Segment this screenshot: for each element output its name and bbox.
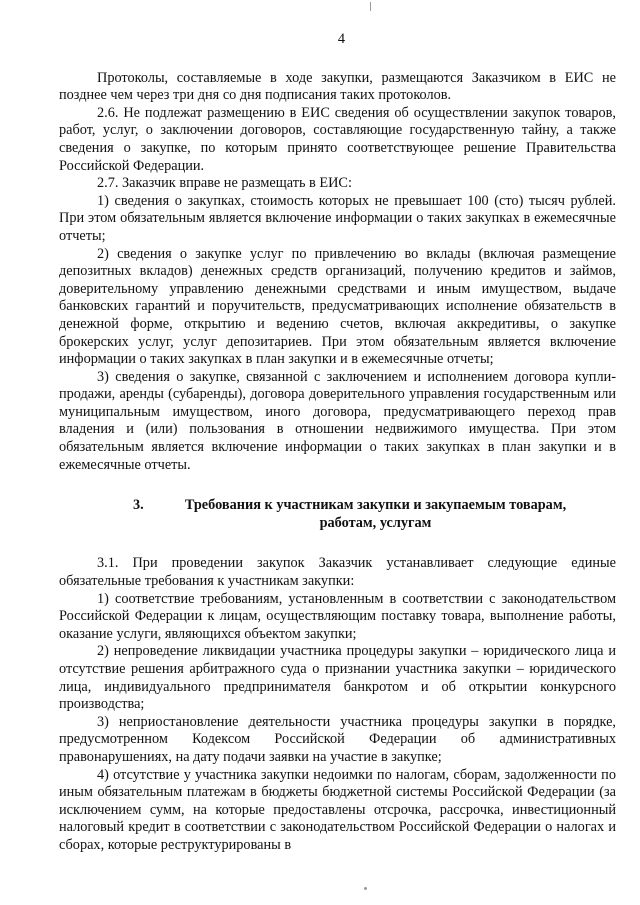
paragraph-3-1: 3.1. При проведении закупок Заказчик устанавливает следующие единые обязательные требования к участникам закупки:	[59, 555, 616, 590]
list-item-2-7-3: 3) сведения о закупке, связанной с заключением и исполнением договора купли-продажи, аренды (субаренды), договора доверительного управления государственным или муниципальным имуществом, иного договора, предусматривающего переход прав владения и (или) пользования в отношении недвижимого имущества. При этом обязательным является включение информации о таких закупках в план закупки и в ежемесячные отчеты.	[59, 368, 616, 473]
list-item-2-7-1: 1) сведения о закупках, стоимость которых не превышает 100 (сто) тысяч рублей. При этом обязательным является включение информации о таких закупках в ежемесячные отчеты;	[59, 192, 616, 244]
section-number: 3.	[133, 497, 144, 514]
section-heading	[59, 497, 616, 532]
paragraph-protocols: Протоколы, составляемые в ходе закупки, размещаются Заказчиком в ЕИС не позднее чем через три дня со дня подписания таких протоколов.	[59, 69, 616, 104]
scan-mark-bottom	[364, 887, 367, 890]
section-title: Требования к участникам закупки и закупаемым товарам, работам, услугам	[184, 497, 567, 531]
list-item-3-1-2: 2) непроведение ликвидации участника процедуры закупки – юридического лица и отсутствие решения арбитражного суда о признании участника закупки – юридического лица, индивидуального предпринимателя банкротом и об открытии конкурсного производства;	[59, 643, 616, 713]
list-item-3-1-3: 3) неприостановление деятельности участника процедуры закупки в порядке, предусмотренном Кодексом Российской Федерации об административных правонарушениях, на дату подачи заявки на участие в закупке;	[59, 713, 616, 765]
list-item-2-7-2: 2) сведения о закупке услуг по привлечению во вклады (включая размещение депозитных вкладов) денежных средств организаций, получению кредитов и займов, доверительному управлению денежными средствами и иным имуществом, выдаче банковских гарантий и поручительств, предусматривающих исполнение обязательств в денежной форме, открытию и ведению счетов, включая аккредитивы, о закупке брокерских услуг, услуг депозитариев. При этом обязательным является включение информации о таких закупках в план закупки и в ежемесячные отчеты;	[59, 245, 616, 368]
paragraph-2-7: 2.7. Заказчик вправе не размещать в ЕИС:	[97, 175, 352, 192]
scan-mark-top	[370, 2, 371, 11]
list-item-3-1-4: 4) отсутствие у участника закупки недоимки по налогам, сборам, задолженности по иным обязательным платежам в бюджеты бюджетной системы Российской Федерации (за исключением сумм, на которые предоставлены отсрочка, рассрочка, инвестиционный налоговый кредит в соответствии с законодательством Российской Федерации о налогах и сборах, которые реструктурированы в	[59, 766, 616, 853]
paragraph-2-6: 2.6. Не подлежат размещению в ЕИС сведения об осуществлении закупок товаров, работ, услуг, о заключении договоров, составляющие государственную тайну, а также сведения о закупке, по которым принято соответствующее решение Правительства Российской Федерации.	[59, 104, 616, 174]
document-page	[59, 31, 616, 855]
list-item-3-1-1: 1) соответствие требованиям, установленным в соответствии с законодательством Российской Федерации к лицам, осуществляющим поставку товара, выполнение работы, оказание услуги, являющихся объектом закупки;	[59, 590, 616, 642]
page-number: 4	[337, 31, 346, 47]
